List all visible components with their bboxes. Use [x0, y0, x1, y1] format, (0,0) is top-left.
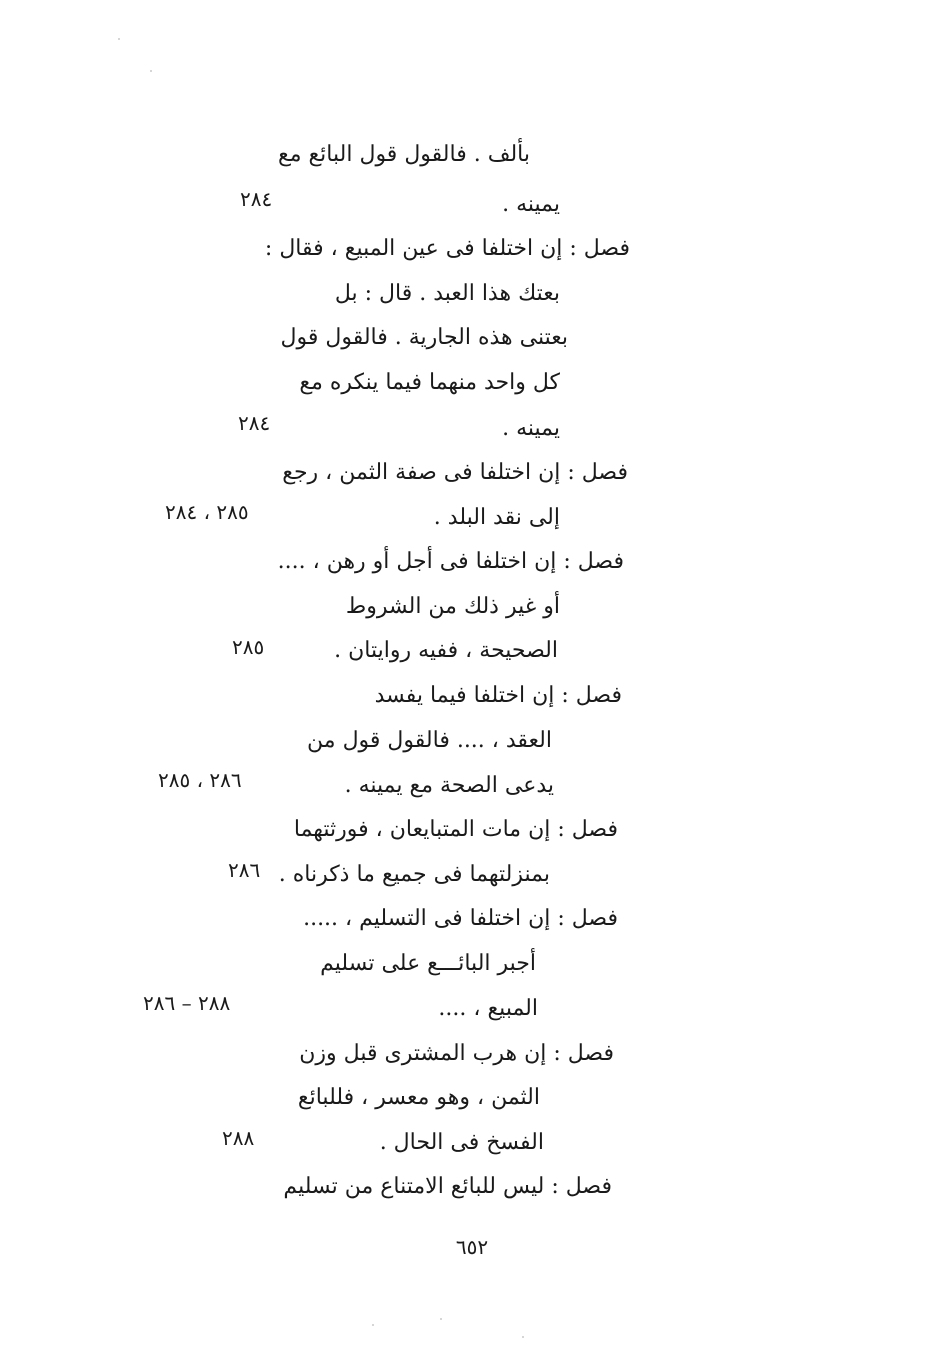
page-reference: ٢٨٦	[228, 858, 261, 882]
index-line: المبيع ، ....	[438, 996, 538, 1021]
index-line: بعتك هذا العبد . قال : بل	[334, 281, 560, 306]
index-line: يدعى الصحة مع يمينه .	[344, 773, 554, 798]
index-line: بألف . فالقول قول البائع مع	[277, 142, 530, 167]
page-reference: ٢٨٥	[232, 635, 265, 659]
index-line: فصل : إن اختلفا فى صفة الثمن ، رجع	[282, 460, 628, 485]
index-line: إلى نقد البلد .	[433, 505, 560, 530]
index-line: فصل : إن مات المتبايعان ، فورثتهما	[293, 817, 618, 842]
page-reference: ٢٨٥ ، ٢٨٤	[165, 500, 249, 524]
index-line: فصل : ليس للبائع الامتناع من تسليم	[283, 1174, 612, 1199]
scan-speck	[150, 70, 152, 72]
page-number: ٦٥٢	[455, 1235, 489, 1259]
index-line: أو غير ذلك من الشروط	[345, 594, 560, 619]
index-line: العقد ، .... فالقول قول من	[307, 728, 552, 753]
index-line: الفسخ فى الحال .	[379, 1130, 544, 1155]
index-line: فصل : إن هرب المشترى قبل وزن	[299, 1041, 614, 1066]
scan-speck	[522, 1336, 524, 1338]
index-line: أجبر البائـــع على تسليم	[320, 951, 536, 976]
index-line: فصل : إن اختلفا فى التسليم ، .....	[303, 906, 618, 931]
index-line: فصل : إن اختلفا فى عين المبيع ، فقال :	[264, 236, 630, 261]
page-reference: ٢٨٤	[238, 411, 271, 435]
scan-speck	[440, 1318, 442, 1320]
page-reference: ٢٨٨ – ٢٨٦	[143, 991, 231, 1015]
index-line: يمينه .	[502, 192, 560, 217]
index-line: بمنزلتهما فى جميع ما ذكرناه .	[278, 862, 550, 887]
page-reference: ٢٨٨	[222, 1126, 255, 1150]
index-line: فصل : إن اختلفا فى أجل أو رهن ، ....	[277, 549, 624, 574]
index-line: يمينه .	[502, 416, 560, 441]
index-line: كل واحد منهما فيما ينكره مع	[299, 370, 560, 395]
page-reference: ٢٨٤	[240, 187, 273, 211]
index-line: الثمن ، وهو معسر ، فللبائع	[297, 1085, 540, 1110]
page-reference: ٢٨٦ ، ٢٨٥	[158, 768, 242, 792]
index-line: فصل : إن اختلفا فيما يفسد	[374, 683, 622, 708]
index-line: بعتنى هذه الجارية . فالقول قول	[280, 325, 568, 350]
index-line: الصحيحة ، ففيه روايتان .	[334, 638, 558, 663]
scan-speck	[372, 1324, 374, 1326]
scan-speck	[118, 38, 120, 40]
